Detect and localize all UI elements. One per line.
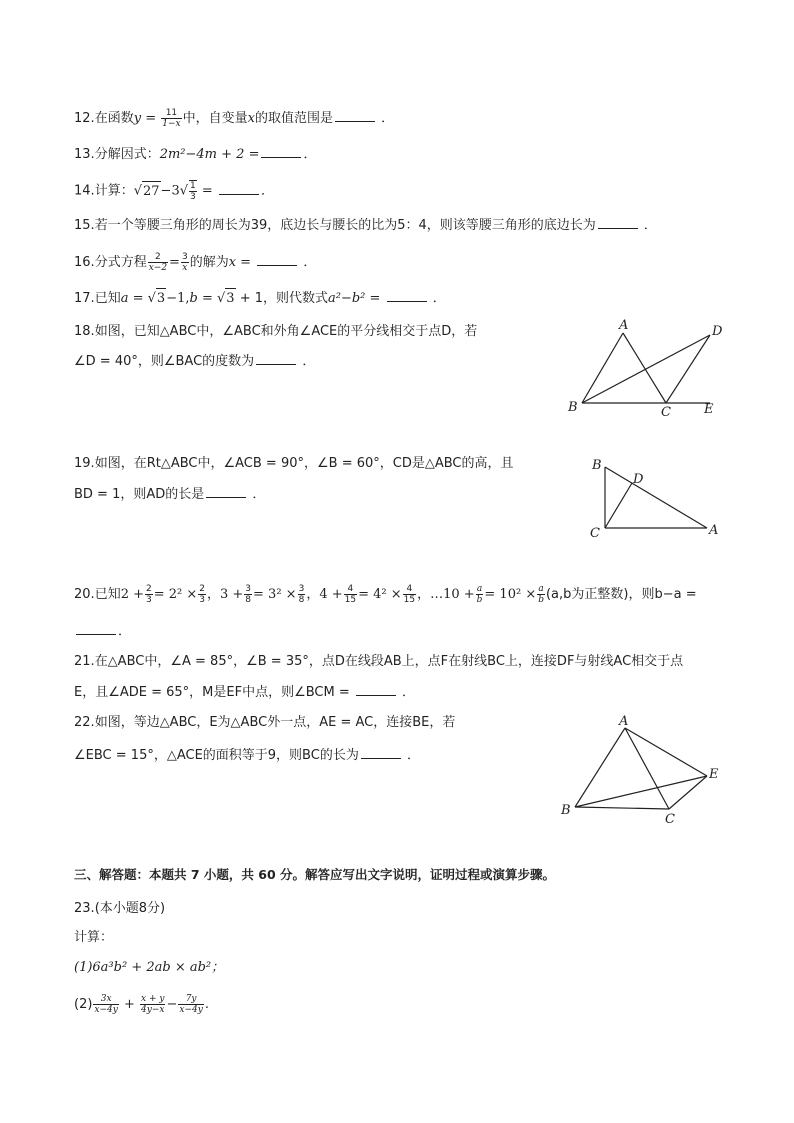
label-C: C xyxy=(590,526,600,541)
answer-blank xyxy=(76,622,116,635)
segment-BE xyxy=(575,776,707,807)
segment-BC xyxy=(575,807,669,809)
answer-blank xyxy=(387,289,427,302)
question-15: 15.若一个等腰三角形的周长为39，底边长与腰长的比为5：4，则该等腰三角形的底边长为 ． xyxy=(74,218,657,233)
answer-blank xyxy=(257,253,297,266)
figure-q19 xyxy=(585,455,725,545)
label-C: C xyxy=(661,405,671,420)
segment-CD xyxy=(666,335,710,403)
question-19: 19.如图，在Rt△ABC中，∠ACB = 90°，∠B = 60°，CD是△ABC的高，且 xyxy=(74,456,514,471)
label-D: D xyxy=(633,472,644,487)
answer-blank xyxy=(261,145,301,158)
figure-q18 xyxy=(562,315,732,425)
label-B: B xyxy=(568,400,578,415)
segment-CD xyxy=(605,483,632,528)
question-22: 22.如图，等边△ABC，E为△ABC外一点，AE = AC，连接BE，若 xyxy=(74,715,456,730)
question-16: 16.分式方程 $\frac{2}{x-2}$ = $\frac{3}{x}$ 的解为x = ． xyxy=(74,252,317,273)
question-23: 23.(本小题8分) xyxy=(74,901,166,916)
label-A: A xyxy=(619,318,629,333)
question-23-part2: (2) $\frac{3x}{x-4y}$ + $\frac{x + y}{4y-x}$ − $\frac{7y}{x-4y}$ . xyxy=(74,994,209,1015)
question-23-instruction: 计算： xyxy=(74,930,114,945)
question-17: 17.已知a = √3−1,b = √3 + 1，则代数式a²−b² = ． xyxy=(74,288,446,309)
label-E: E xyxy=(709,767,719,782)
section-3-title: 三、解答题：本题共 7 小题，共 60 分。解答应写出文字说明，证明过程或演算步骤。 xyxy=(74,867,556,882)
answer-blank xyxy=(598,216,638,229)
segment-AC xyxy=(623,333,666,403)
question-20-line2: ． xyxy=(74,622,131,642)
question-14: 14.计算：√27−3√ $\frac{1}{3}$ = ． xyxy=(74,181,274,202)
label-A: A xyxy=(709,523,719,538)
segment-AB xyxy=(575,728,625,807)
segment-BA xyxy=(605,467,707,528)
question-18-line2: ∠D = 40°，则∠BAC的度数为 ． xyxy=(74,354,316,369)
question-21: 21.在△ABC中，∠A = 85°，∠B = 35°，点D在线段AB上，点F在射线BC上，连接DF与射线AC相交于点 xyxy=(74,654,684,669)
label-E: E xyxy=(704,402,714,417)
segment-AE xyxy=(625,728,707,776)
segment-AC xyxy=(625,728,669,809)
segment-BD xyxy=(582,335,710,403)
fraction: $\frac{11}{1-x}$ xyxy=(162,108,181,129)
figure-q22 xyxy=(555,710,730,830)
label-B: B xyxy=(592,458,602,473)
label-A: A xyxy=(619,714,629,729)
question-19-line2: BD = 1，则AD的长是 ． xyxy=(74,487,266,502)
question-22-line2: ∠EBC = 15°，△ACE的面积等于9，则BC的长为 ． xyxy=(74,748,420,763)
question-12: 12.在函数y = $\frac{11}{1-x}$ 中，自变量x的取值范围是 ． xyxy=(74,108,395,129)
label-D: D xyxy=(712,324,723,339)
question-13: 13.分解因式：2m²−4m + 2 = ． xyxy=(74,147,317,162)
question-18: 18.如图，已知△ABC中，∠ABC和外角∠ACE的平分线相交于点D，若 xyxy=(74,324,478,339)
answer-blank xyxy=(335,109,375,122)
answer-blank xyxy=(356,683,396,696)
question-20: 20.已知2 + $\frac{2}{3}$ = 2² × $\frac{2}{3}$ ，3 + $\frac{3}{8}$ = 3² × $\frac{3}{8}$ ，4 + $\frac{4}{15}$ = 4² × $\frac{4}{15}$ ，…10 + $\frac{a}{b}$ = 10² × $\frac{a}{b}$ (a,b为正整数)，则b−a = xyxy=(74,584,697,605)
label-C: C xyxy=(665,812,675,827)
answer-blank xyxy=(206,485,246,498)
answer-blank xyxy=(361,746,401,759)
question-21-line2: E，且∠ADE = 65°，M是EF中点，则∠BCM = ． xyxy=(74,685,416,700)
answer-blank xyxy=(219,182,259,195)
answer-blank xyxy=(256,352,296,365)
question-23-part1: (1)6a³b² + 2ab × ab²； xyxy=(74,960,225,975)
label-B: B xyxy=(561,803,571,818)
